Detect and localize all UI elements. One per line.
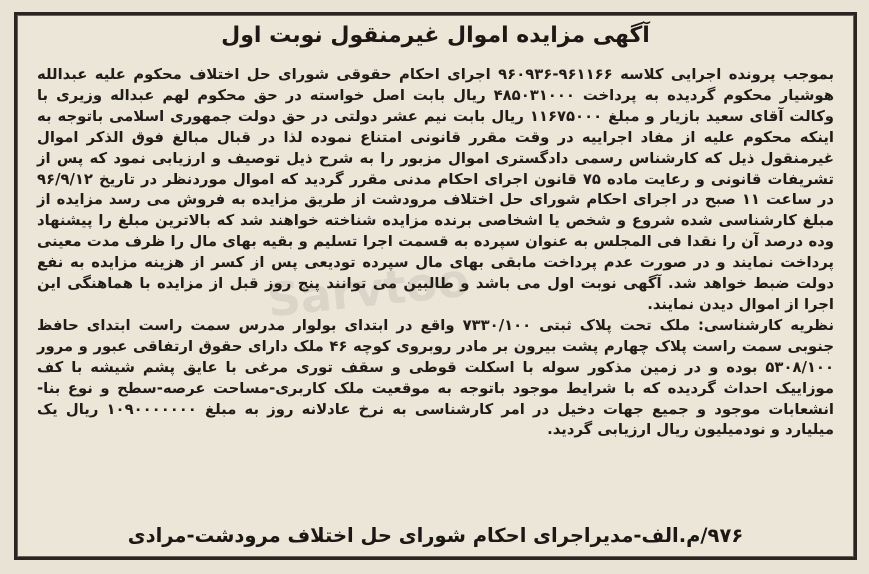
watermark: Sarvtoo bbox=[264, 252, 472, 328]
notice-signature: ۹۷۶/م.الف-مدیراجرای احکام شورای حل اختلاف مرودشت-مرادی bbox=[127, 524, 744, 547]
notice-title: آگهی مزایده اموال غیرمنقول نوبت اول bbox=[221, 23, 650, 48]
notice-paragraph-appraisal: نظریه کارشناسی: ملک تحت پلاک ثبتی ۷۳۳۰/۱۰۰ واقع در ابتدای بولوار مدرس سمت راست ابتدای حافظ جنوبی سمت راست پلاک چهارم پشت بیرون بر مادر روبروی کوچه ۴۶ ملک دارای حقوق ارتفاقی عبور و مرور ۵۳۰۸/۱۰۰ بوده و در زمین مذکور سوله با اسکلت قوطی و سقف توری مرغی با عایق پشم شیشه با کف موزاییک احداث گردیده که با شرایط موجود باتوجه به موقعیت ملک کاربری-مساحت عرصه-سطح و نوع بنا- انشعابات موجود و جمیع جهات دخیل در امر کارشناسی به نرخ عادلانه روز به مبلغ ۱۰۹۰۰۰۰۰۰۰ ریال یک میلیارد و نودمیلیون ریال ارزیابی گردید. bbox=[37, 316, 834, 439]
notice-frame bbox=[14, 12, 857, 560]
notice-body bbox=[37, 65, 834, 441]
notice-paragraph-auction: بموجب پرونده اجرایی کلاسه ۹۶۱۱۶۶-۹۶۰۹۳۶ اجرای احکام حقوقی شورای حل اختلاف محکوم علیه عبدالله هوشیار محکوم گردیده به پرداخت ۴۸۵۰۳۱۰۰۰ ریال بابت اصل خواسته در حق محکوم لهم عبداله وزیری با وکالت آقای سعید بازیار و مبلغ ۱۱۶۷۵۰۰۰ ریال بابت نیم عشر دولتی در حق دولت جمهوری اسلامی باتوجه به اینکه محکوم علیه از مفاد اجراییه در وقت مقرر قانونی امتناع نموده لذا در قبال مبالغ فوق الذکر اموال غیرمنقول ذیل که کارشناس رسمی دادگستری اموال مزبور را به شرح ذیل توصیف و ارزیابی نمود که پس از تشریفات قانونی و رعایت ماده ۷۵ قانون اجرای احکام مدنی مقرر گردید که اموال موردنظر در تاریخ ۹۶/۹/۱۲ در ساعت ۱۱ صبح در اجرای احکام شورای حل اختلاف مرودشت از طریق مزایده به فروش می رسد مزایده از مبلغ کارشناسی شده شروع و شخص یا اشخاصی برنده مزایده شناخته خواهند شد که بالاترین مبلغ را پیشنهاد وده درصد آن را نقدا فی المجلس به عنوان سپرده به قسمت اجرا تسلیم و بقیه بهای مال را ظرف مدت معینی پرداخت نمایند و در صورت عدم پرداخت مابقی بهای مال سپرده تودیعی پس از کسر از هزینه مزایده به نفع دولت ضبط خواهد شد. آگهی نوبت اول می باشد و طالبین می توانند پنج روز قبل از مزایده با هماهنگی این اجرا از اموال دیدن نمایند. bbox=[37, 66, 835, 313]
